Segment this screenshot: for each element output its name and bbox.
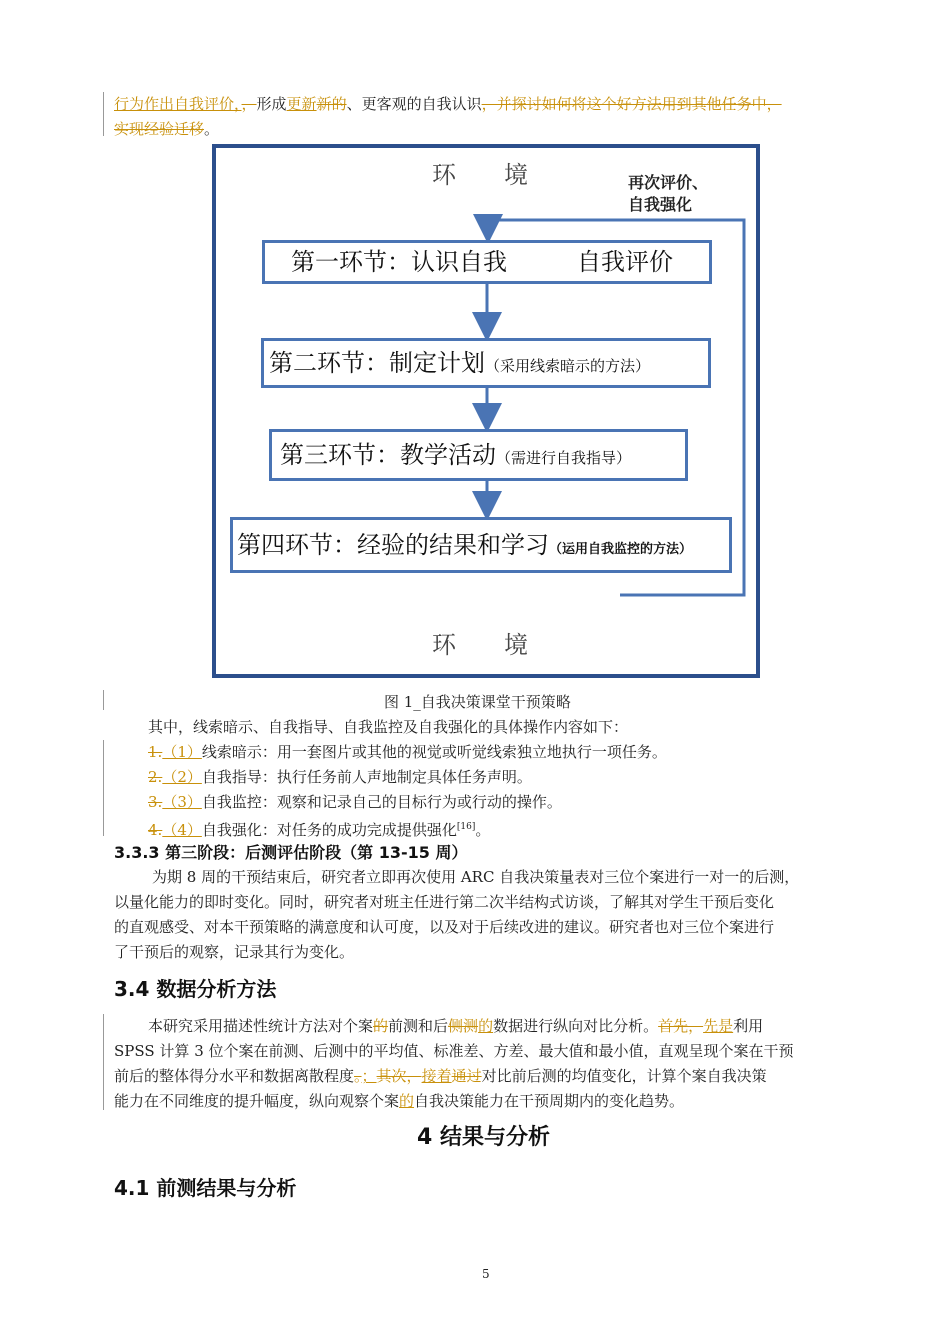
strategy-item: 1.（1）线索暗示：用一套图片或其他的视觉或听觉线索独立地执行一项任务。 bbox=[148, 743, 667, 761]
paragraph-line: SPSS 计算 3 位个案在前测、后测中的平均值、标准差、方差、最大值和最小值，直观呈现个案在干预 bbox=[114, 1042, 794, 1060]
paragraph-line: 为期 8 周的干预结束后，研究者立即再次使用 ARC 自我决策量表对三位个案进行一对一的后测， bbox=[152, 868, 800, 886]
paragraph-line: 的直观感受、对本干预策略的满意度和认可度，以及对于后续改进的建议。研究者也对三位个案进行 bbox=[114, 918, 775, 936]
loop-label: 再次评价、 自我强化 bbox=[628, 173, 709, 214]
deletion: 新的 bbox=[316, 95, 347, 113]
change-bar bbox=[103, 1014, 104, 1110]
step4-box: 第四环节：经验的结果和学习（运用自我监控的方法） bbox=[230, 517, 732, 573]
paragraph-line: 能力在不同维度的提升幅度，纵向观察个案的自我决策能力在干预周期内的变化趋势。 bbox=[114, 1092, 685, 1110]
paragraph-line: 本研究采用描述性统计方法对个案的前测和后侧测的数据进行纵向对比分析。首先，先是利用 bbox=[148, 1017, 764, 1035]
section-heading-3-4: 3.4 数据分析方法 bbox=[114, 977, 277, 1001]
intro-line-1: 行为作出自我评价，，形成更新新的、更客观的自我认识，并探讨如何将这个好方法用到其他任务中， bbox=[114, 95, 782, 113]
paragraph-line: 以量化能力的即时变化。同时，研究者对班主任进行第二次半结构式访谈，了解其对学生干预后变化 bbox=[114, 893, 775, 911]
strategy-item: 4.（4）自我强化：对任务的成功完成提供强化[16]。 bbox=[148, 821, 491, 839]
section-heading-4-1: 4.1 前测结果与分析 bbox=[114, 1176, 297, 1200]
paragraph-line: 了干预后的观察，记录其行为变化。 bbox=[114, 943, 355, 961]
insertion: 行为作出自我评价， bbox=[114, 95, 242, 113]
env-top-label: 环 境 bbox=[432, 161, 528, 189]
step2-box: 第二环节：制定计划（采用线索暗示的方法） bbox=[261, 338, 711, 388]
insertion: 更新 bbox=[286, 95, 317, 113]
section-heading-3-3-3: 3.3.3 第三阶段：后测评估阶段（第 13-15 周） bbox=[114, 843, 468, 862]
env-bottom-label: 环 境 bbox=[432, 631, 528, 659]
strategy-item: 3.（3）自我监控：观察和记录自己的目标行为或行动的操作。 bbox=[148, 793, 562, 811]
chapter-heading-4: 4 结果与分析 bbox=[417, 1125, 550, 1150]
deletion: ，并探讨如何将这个好方法用到其他任务中， bbox=[481, 95, 782, 113]
deletion: ， bbox=[241, 95, 257, 113]
strategies-intro: 其中，线索暗示、自我指导、自我监控及自我强化的具体操作内容如下： bbox=[148, 718, 629, 736]
step1-box: 第一环节：认识自我 自我评价 bbox=[262, 240, 712, 284]
deletion: 实现经验迁移 bbox=[114, 120, 205, 138]
intro-line-2: 实现经验迁移。 bbox=[114, 120, 220, 138]
figure-caption: 图 1_自我决策课堂干预策略 bbox=[384, 693, 571, 711]
step3-box: 第三环节：教学活动（需进行自我指导） bbox=[269, 429, 688, 481]
strategy-item: 2.（2）自我指导：执行任务前人声地制定具体任务声明。 bbox=[148, 768, 532, 786]
page-number: 5 bbox=[482, 1267, 490, 1281]
paragraph-line: 前后的整体得分水平和数据离散程度。；其次，接着通过对比前后测的均值变化，计算个案自我决策 bbox=[114, 1067, 767, 1085]
change-bar bbox=[103, 740, 104, 836]
